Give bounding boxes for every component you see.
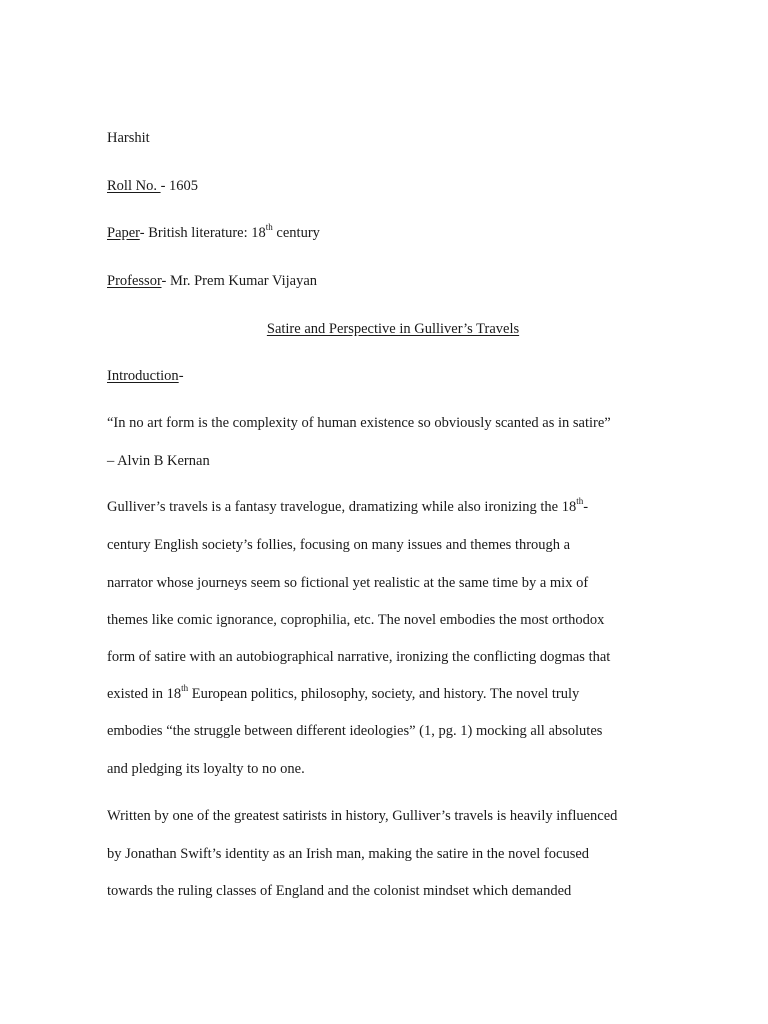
paragraph2-line2: by Jonathan Swift’s identity as an Irish man, making the satire in the novel focused xyxy=(107,846,590,862)
paragraph1-line1-superscript: th xyxy=(576,496,584,507)
roll-label: Roll No. xyxy=(107,178,161,194)
paragraph1-line1-text: Gulliver’s travels is a fantasy travelogue, dramatizing while also ironizing the 18 xyxy=(107,499,577,515)
professor-value: - Mr. Prem Kumar Vijayan xyxy=(161,273,317,289)
introduction-heading-suffix: - xyxy=(178,368,184,384)
paragraph1-line6 xyxy=(107,685,579,703)
roll-value: - 1605 xyxy=(160,178,199,194)
paragraph1-line6-superscript: th xyxy=(181,683,189,694)
professor-label: Professor xyxy=(107,273,162,289)
paragraph1-line1-suffix: - xyxy=(583,499,589,515)
paragraph1-line2: century English society’s follies, focusing on many issues and themes through a xyxy=(107,537,571,553)
paragraph1-line8: and pledging its loyalty to no one. xyxy=(107,761,305,777)
roll-number-line xyxy=(107,177,198,195)
paragraph2-line3: towards the ruling classes of England and the colonist mindset which demanded xyxy=(107,883,572,899)
professor-line xyxy=(107,272,317,290)
paper-line xyxy=(107,224,320,242)
paragraph1-line4: themes like comic ignorance, coprophilia, etc. The novel embodies the most orthodox xyxy=(107,612,605,628)
essay-title: Satire and Perspective in Gulliver’s Travels xyxy=(266,321,520,337)
paragraph1-line1 xyxy=(107,498,588,516)
epigraph-quote: “In no art form is the complexity of human existence so obviously scanted as in satire” xyxy=(107,415,611,431)
paper-value-suffix: century xyxy=(272,225,320,241)
paragraph1-line3: narrator whose journeys seem so fictional yet realistic at the same time by a mix of xyxy=(107,575,589,591)
introduction-heading: Introduction xyxy=(107,368,179,384)
epigraph-attribution: – Alvin B Kernan xyxy=(107,453,210,469)
introduction-heading-line xyxy=(107,367,184,385)
paragraph1-line5: form of satire with an autobiographical narrative, ironizing the conflicting dogmas that xyxy=(107,649,611,665)
paper-superscript: th xyxy=(265,222,273,233)
paper-value: - British literature: 18 xyxy=(139,225,266,241)
author-name: Harshit xyxy=(107,130,150,146)
paragraph1-line7: embodies “the struggle between different ideologies” (1, pg. 1) mocking all absolutes xyxy=(107,723,603,739)
essay-title-line xyxy=(0,320,768,338)
paper-label: Paper xyxy=(107,225,140,241)
paragraph2-line1: Written by one of the greatest satirists in history, Gulliver’s travels is heavily influenced xyxy=(107,808,618,824)
paragraph1-line6-suffix: European politics, philosophy, society, and history. The novel truly xyxy=(188,686,580,702)
paragraph1-line6-text: existed in 18 xyxy=(107,686,182,702)
